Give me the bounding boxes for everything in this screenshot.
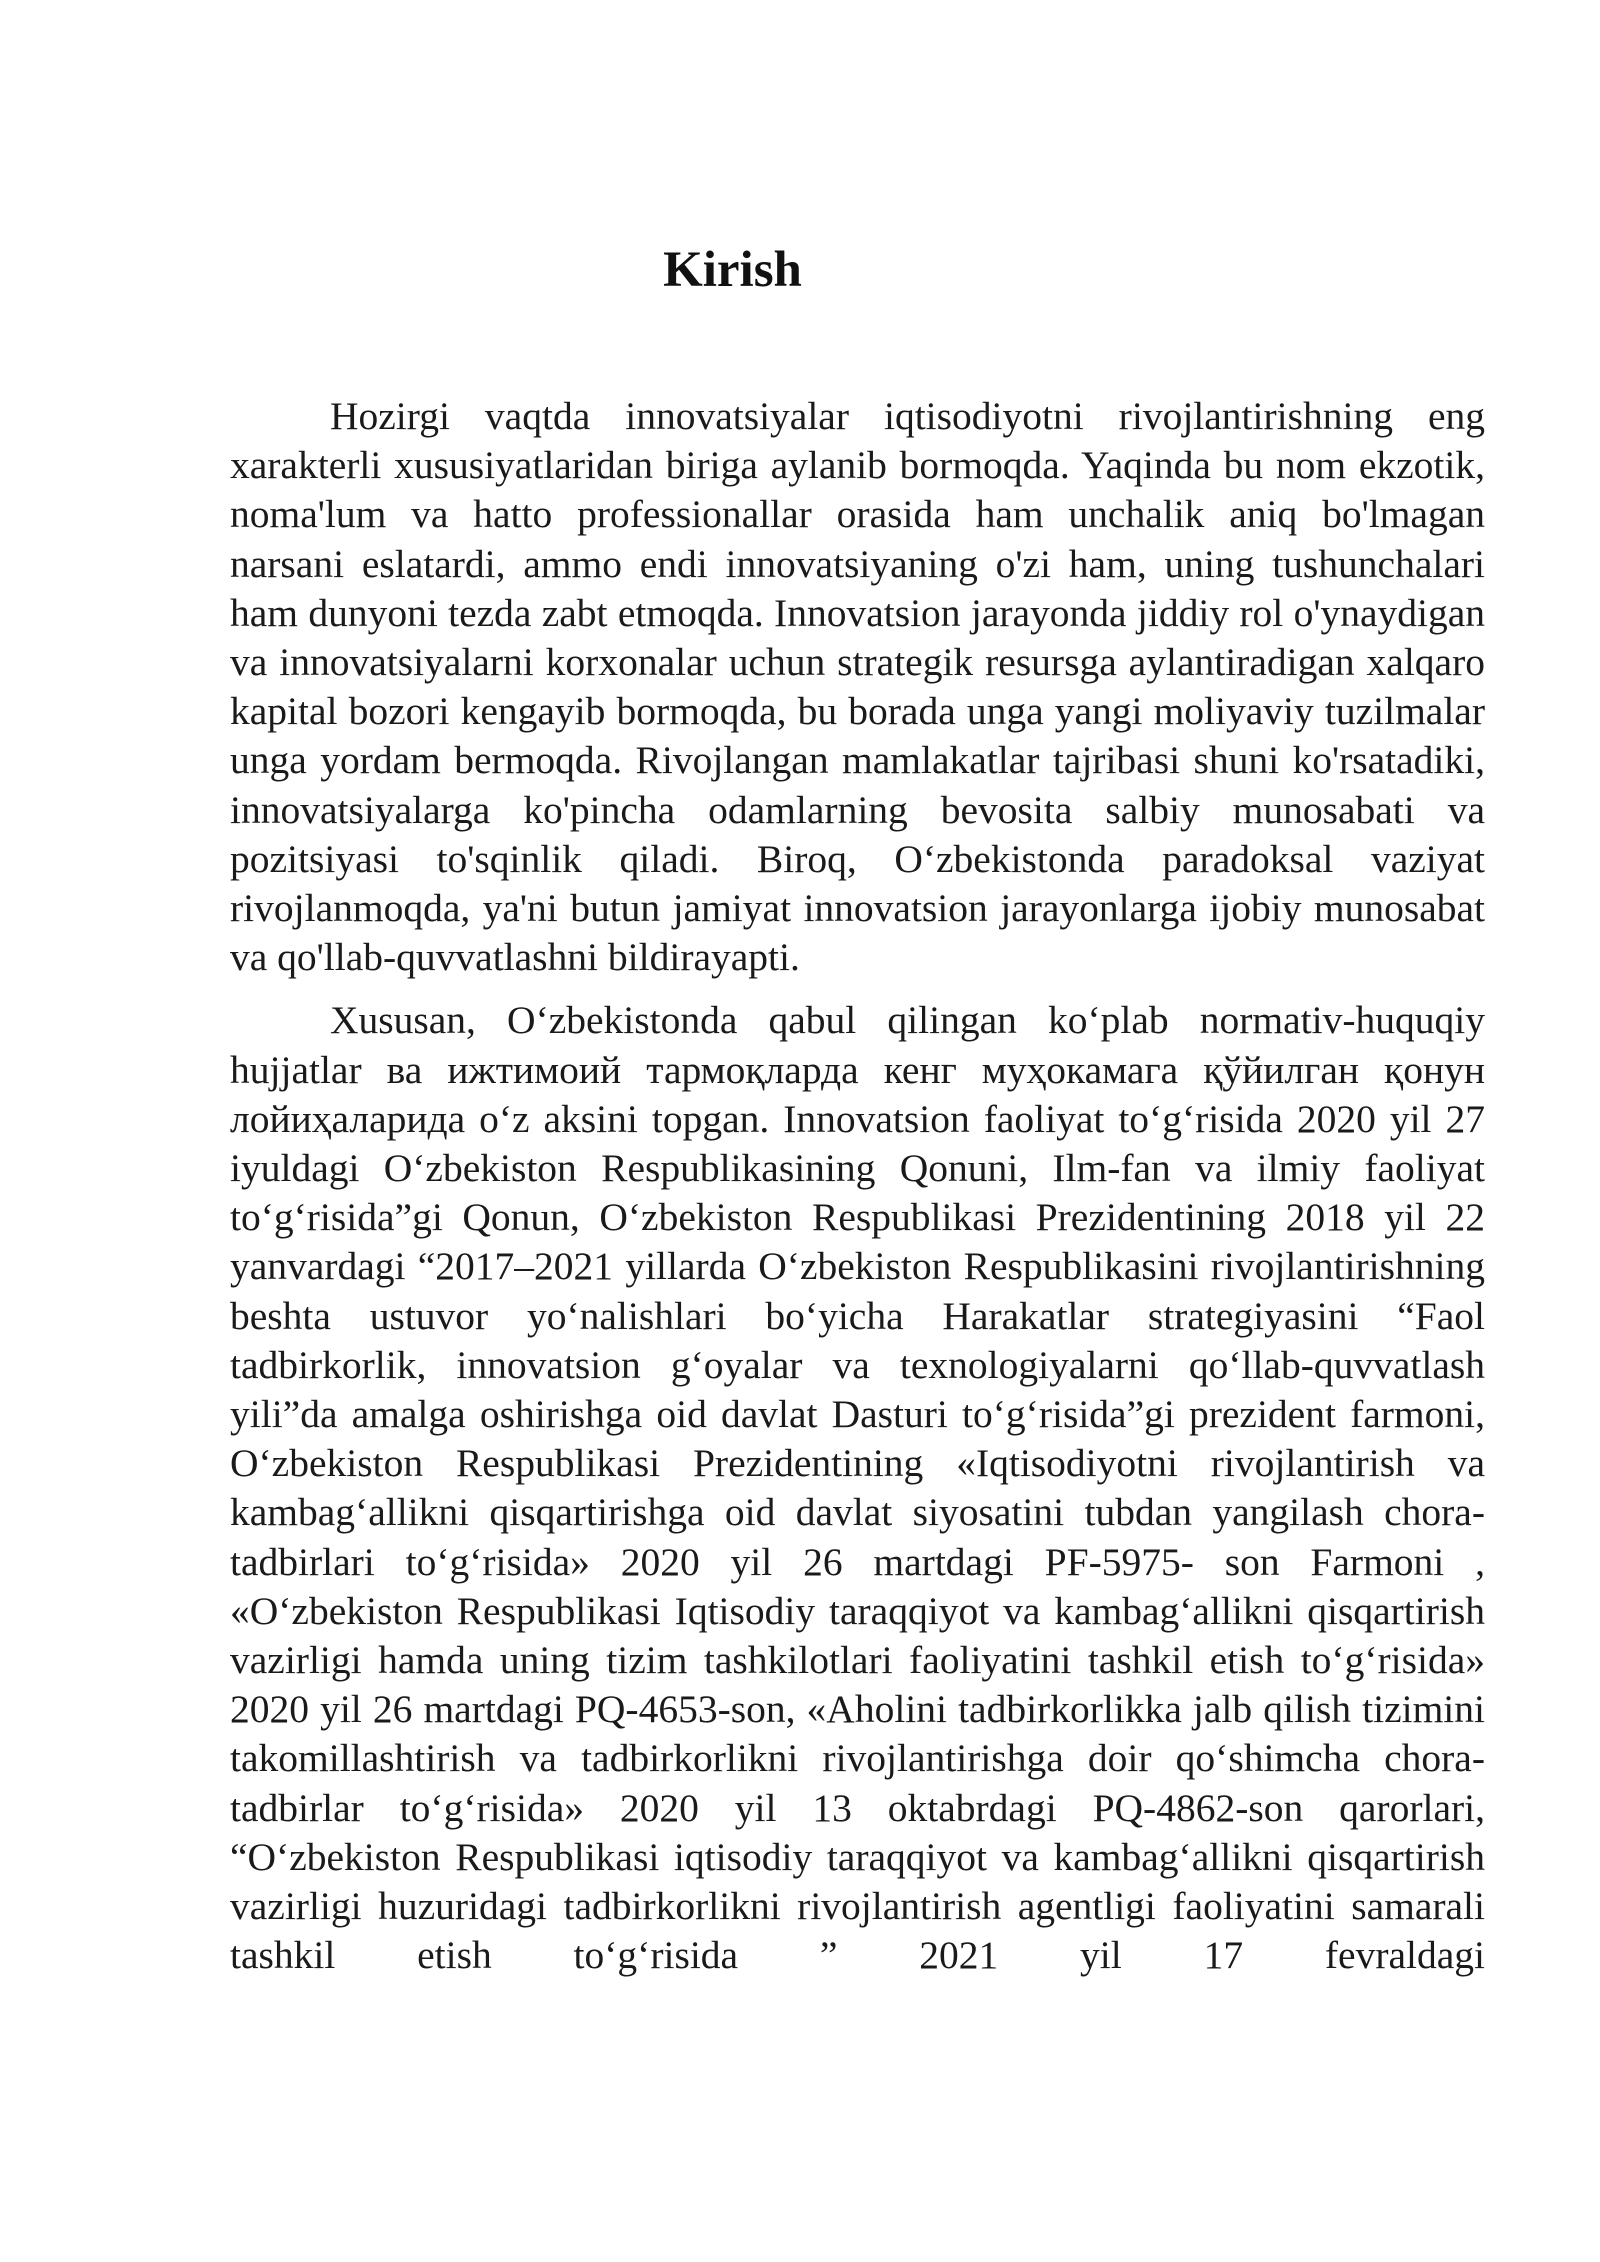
paragraph-intro: Hozirgi vaqtda innovatsiyalar iqtisodiyotni rivojlantirishning eng xarakterli xususiyatlaridan biriga aylanib bormoqda. Yaqinda bu nom ekzotik, noma'lum va hatto professionallar orasida ham unchalik aniq bo'lmagan narsani eslatardi, ammo endi innovatsiyaning o'zi ham, uning tushunchalari ham dunyoni tezda zabt etmoqda. Innovatsion jarayonda jiddiy rol o'ynaydigan va innovatsiyalarni korxonalar uchun strategik resursga aylantiradigan xalqaro kapital bozori kengayib bormoqda, bu borada unga yangi moliyaviy tuzilmalar unga yordam bermoqda. Rivojlangan mamlakatlar tajribasi shuni ko'rsatadiki, innovatsiyalarga ko'pincha odamlarning bevosita salbiy munosabati va pozitsiyasi to'sqinlik qiladi. Biroq, O‘zbekistonda paradoksal vaziyat rivojlanmoqda, ya'ni butun jamiyat innovatsion jarayonlarga ijobiy munosabat va qo'llab-quvvatlashni bildirayapti. (230, 394, 1485, 980)
page-title: Kirish (663, 242, 802, 298)
paragraph-legal-acts: Xususan, O‘zbekistonda qabul qilingan ko‘plab normativ-huquqiy hujjatlar ва ижтимоий тармоқларда кенг муҳокамага қўйилган қонун лойиҳаларида o‘z aksini topgan. Innovatsion faoliyat to‘g‘risida 2020 yil 27 iyuldagi O‘zbekiston Respublikasining Qonuni, Ilm-fan va ilmiy faoliyat to‘g‘risida”gi Qonun, O‘zbekiston Respublikasi Prezidentining 2018 yil 22 yanvardagi “2017–2021 yillarda O‘zbekiston Respublikasini rivojlantirishning beshta ustuvor yo‘nalishlari bo‘yicha Harakatlar strategiyasini “Faol tadbirkorlik, innovatsion g‘oyalar va texnologiyalarni qo‘llab-quvvatlash yili”da amalga oshirishga oid davlat Dasturi to‘g‘risida”gi prezident farmoni, O‘zbekiston Respublikasi Prezidentining «Iqtisodiyotni rivojlantirish va kambag‘allikni qisqartirishga oid davlat siyosatini tubdan yangilash chora-tadbirlari to‘g‘risida» 2020 yil 26 martdagi PF-5975- son Farmoni , «O‘zbekiston Respublikasi Iqtisodiy taraqqiyot va kambag‘allikni qisqartirish vazirligi hamda uning tizim tashkilotlari faoliyatini tashkil etish to‘g‘risida» 2020 yil 26 martdagi PQ-4653-son, «Aholini tadbirkorlikka jalb qilish tizimini takomillashtirish va tadbirkorlikni rivojlantirishga doir qo‘shimcha chora-tadbirlar to‘g‘risida» 2020 yil 13 oktabrdagi PQ-4862-son qarorlari, “O‘zbekiston Respublikasi iqtisodiy taraqqiyot va kambag‘allikni qisqartirish vazirligi huzuridagi tadbirkorlikni rivojlantirish agentligi faoliyatini samarali tashkil etish to‘g‘risida ” 2021 yil 17 fevraldagi (230, 998, 1485, 1978)
body-text (230, 392, 1485, 1981)
